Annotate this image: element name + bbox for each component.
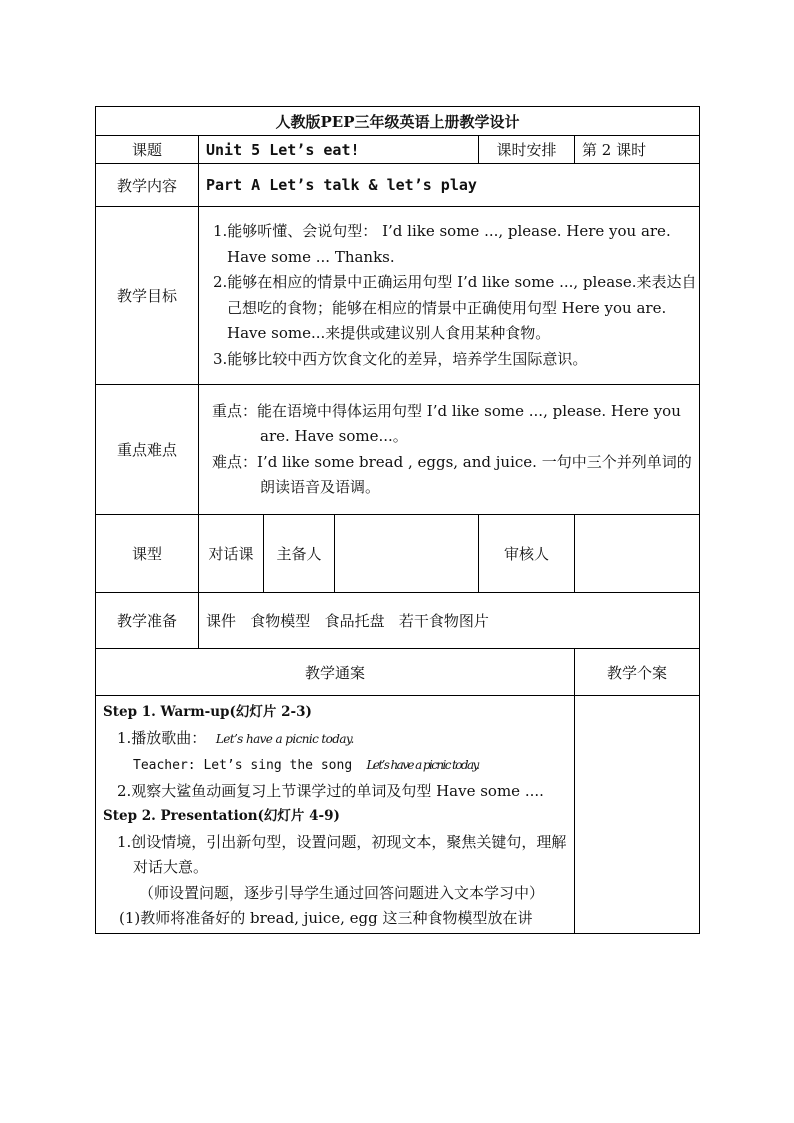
reviewer-value (575, 515, 700, 593)
document-title: 人教版PEP三年级英语上册教学设计 (96, 107, 700, 136)
key-points-label: 重点难点 (96, 385, 199, 515)
step-1-item-1 (103, 726, 574, 753)
reviewer-label: 审核人 (479, 515, 575, 593)
objectives-label: 教学目标 (96, 207, 199, 385)
key-points-text (199, 385, 700, 515)
song-title-repeat: Let’s have a picnic today. (366, 758, 479, 772)
lesson-plan-table (95, 106, 700, 934)
step-1-title: Step 1. Warm-up(幻灯片 2-3) (103, 704, 312, 720)
preparer-value (335, 515, 479, 593)
step-2-item-1: 1.创设情境，引出新句型，设置问题，初现文本，聚焦关键句，理解对话大意。 (117, 832, 567, 876)
objectives-list (199, 207, 700, 385)
common-plan-header: 教学通案 (96, 649, 575, 696)
schedule-value: 第 2 课时 (575, 136, 700, 164)
focus-text: 重点：能在语境中得体运用句型 I’d like some ..., please. Here you are. Have some...。 (212, 401, 681, 445)
objective-item: 1.能够听懂、会说句型： I’d like some ..., please. Here you are. Have some ... Thanks. (213, 222, 671, 266)
teaching-steps (96, 696, 575, 934)
preparation-value: 课件 食物模型 食品托盘 若干食物图片 (199, 593, 700, 649)
topic-value: Unit 5 Let’s eat! (199, 136, 479, 164)
step-1-item-2: 2.观察大鲨鱼动画复习上节课学过的单词及句型 Have some .... (117, 781, 544, 800)
preparer-label: 主备人 (264, 515, 335, 593)
difficulty-text: 难点：I’d like some bread , eggs, and juice. 一句中三个并列单词的朗读语音及语调。 (212, 452, 692, 496)
step-1-item-1-label: 1.播放歌曲： (117, 728, 207, 747)
individual-plan-cell (575, 696, 700, 934)
step-1-item-1b (103, 752, 574, 779)
lesson-type-value: 对话课 (199, 515, 264, 593)
step-2-note: （师设置问题，逐步引导学生通过回答问题进入文本学习中） (139, 883, 545, 902)
step-2-sub-1: (1)教师将准备好的 bread, juice, egg 这三种食物模型放在讲 (119, 909, 533, 927)
schedule-label: 课时安排 (479, 136, 575, 164)
objective-item: 2.能够在相应的情景中正确运用句型 I’d like some ..., please.来表达自己想吃的食物；能够在相应的情景中正确使用句型 Here you are. Have some...来提供或建议别人食用某种食物。 (213, 273, 697, 342)
teacher-line: Teacher: Let’s sing the song (133, 758, 353, 773)
song-title: Let’s have a picnic today. (215, 731, 354, 746)
topic-label: 课题 (96, 136, 199, 164)
individual-plan-header: 教学个案 (575, 649, 700, 696)
content-value: Part A Let’s talk & let’s play (199, 164, 700, 207)
step-2-title: Step 2. Presentation(幻灯片 4-9) (103, 808, 340, 824)
preparation-label: 教学准备 (96, 593, 199, 649)
content-label: 教学内容 (96, 164, 199, 207)
objective-item: 3.能够比较中西方饮食文化的差异，培养学生国际意识。 (213, 349, 588, 368)
lesson-type-label: 课型 (96, 515, 199, 593)
